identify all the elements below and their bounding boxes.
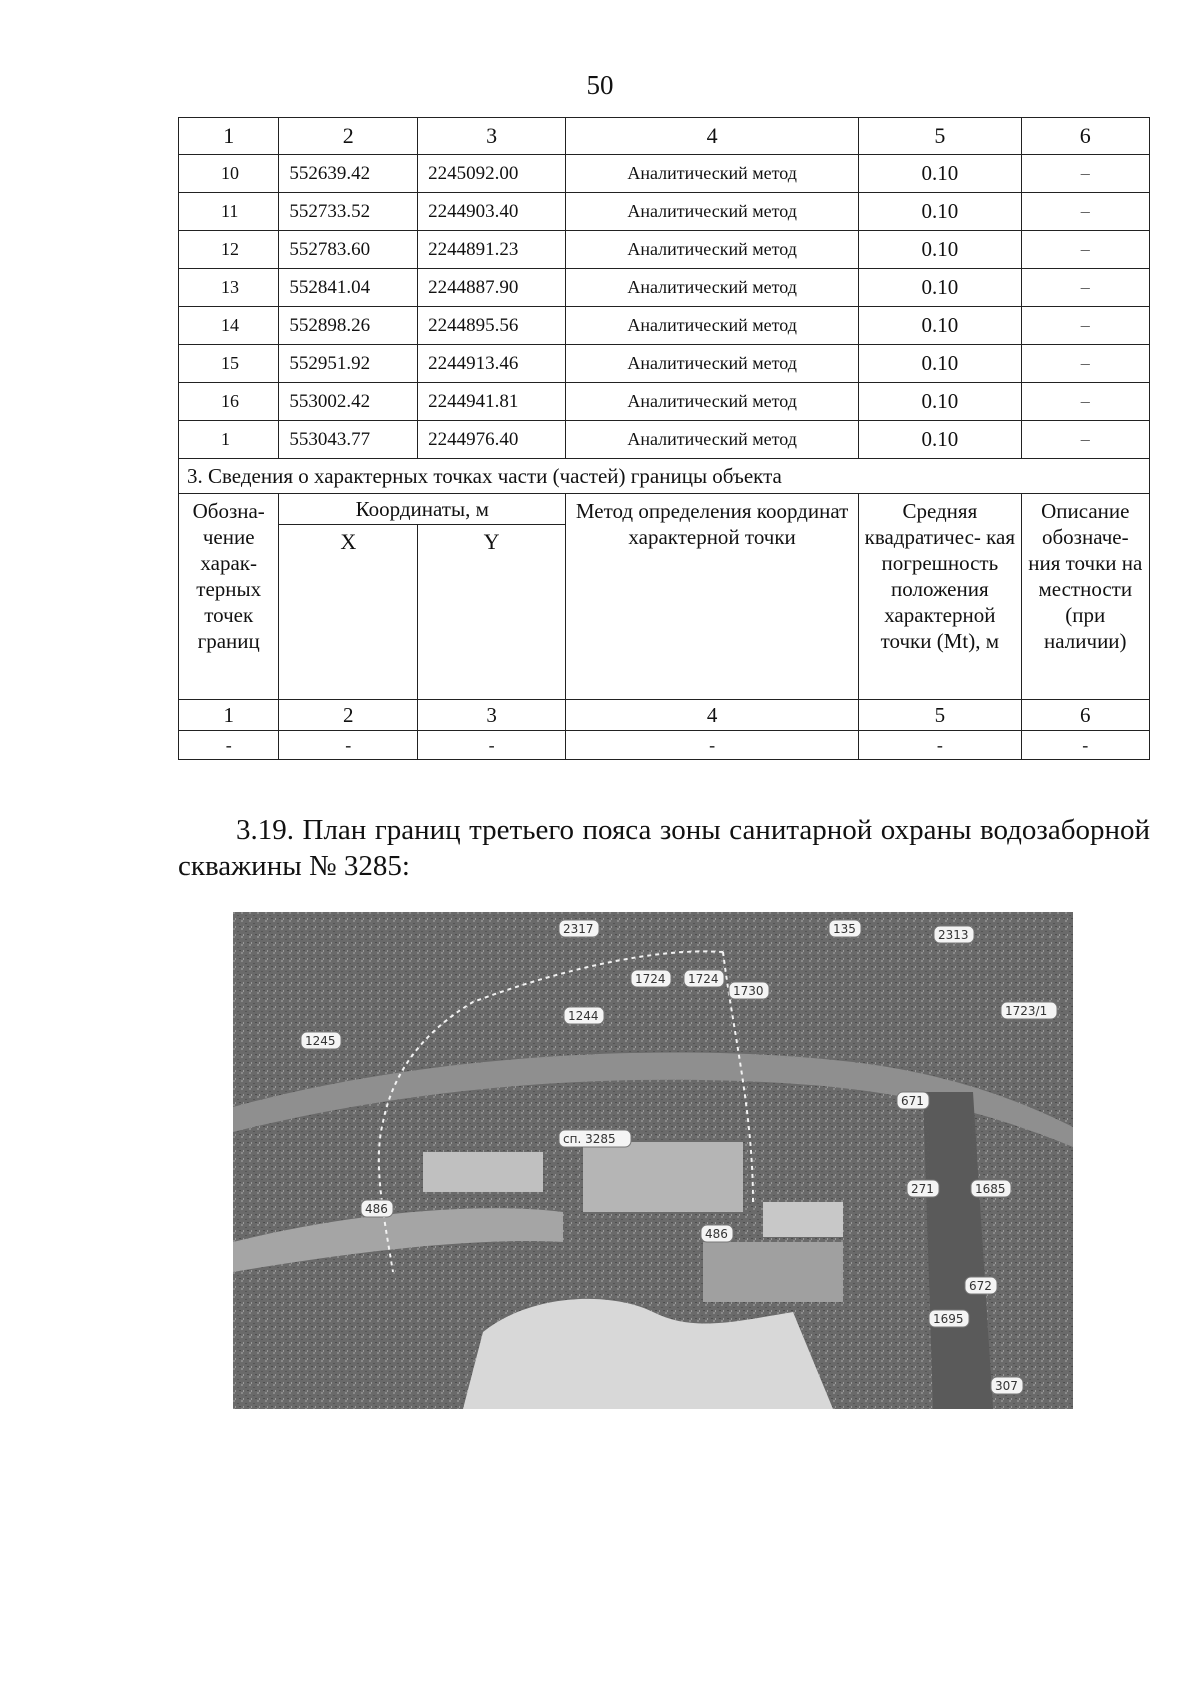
point-number: 16 bbox=[179, 383, 279, 421]
error-cell: 0.10 bbox=[859, 155, 1022, 193]
parcel-label bbox=[701, 1225, 733, 1242]
light-area bbox=[463, 1299, 833, 1409]
header-error: Средняя квадратичес- кая погрешность положения характерной точки (Mt), м bbox=[859, 494, 1022, 700]
point-number: 12 bbox=[179, 231, 279, 269]
x-coordinate: 552639.42 bbox=[279, 155, 418, 193]
parcel-label-text: 2317 bbox=[563, 922, 594, 936]
parcel-label-text: 2313 bbox=[938, 928, 969, 942]
y-coordinate: 2244903.40 bbox=[418, 193, 566, 231]
section-title-row bbox=[179, 459, 1150, 494]
parcel-label-text: 1724 bbox=[635, 972, 666, 986]
x-coordinate: 552898.26 bbox=[279, 307, 418, 345]
error-cell: 0.10 bbox=[859, 383, 1022, 421]
parcel-label-text: 486 bbox=[365, 1202, 388, 1216]
method-cell: Аналитический метод bbox=[566, 307, 859, 345]
building bbox=[583, 1142, 743, 1212]
parcel-label-text: 135 bbox=[833, 922, 856, 936]
method-cell: Аналитический метод bbox=[566, 193, 859, 231]
table-row bbox=[179, 307, 1150, 345]
error-cell: 0.10 bbox=[859, 345, 1022, 383]
table-row bbox=[179, 231, 1150, 269]
method-cell: Аналитический метод bbox=[566, 231, 859, 269]
header-method: Метод определения координат характерной точки bbox=[566, 494, 859, 700]
map-image bbox=[233, 912, 1073, 1409]
point-number: 11 bbox=[179, 193, 279, 231]
x-coordinate: 552951.92 bbox=[279, 345, 418, 383]
building bbox=[763, 1202, 843, 1237]
empty-row bbox=[179, 731, 1150, 760]
table-row bbox=[179, 421, 1150, 459]
map-caption: 3.19. План границ третьего пояса зоны санитарной охраны водозаборной скважины № 3285: bbox=[178, 814, 1150, 882]
description-cell: – bbox=[1021, 269, 1149, 307]
header-designation: Обозна- чение харак- терных точек границ bbox=[179, 494, 279, 700]
table-header-row bbox=[179, 494, 1150, 525]
header-coordinates: Координаты, м bbox=[279, 494, 566, 525]
parcel-label-text: 671 bbox=[901, 1094, 924, 1108]
parcel-label bbox=[559, 1130, 631, 1147]
column-number: 4 bbox=[566, 700, 859, 731]
header-x: X bbox=[279, 525, 418, 700]
point-number: 13 bbox=[179, 269, 279, 307]
parcel-label-text: 1724 bbox=[688, 972, 719, 986]
parcel-label bbox=[684, 970, 724, 987]
x-coordinate: 552733.52 bbox=[279, 193, 418, 231]
parcel-label bbox=[559, 920, 599, 937]
method-cell: Аналитический метод bbox=[566, 421, 859, 459]
parcel-label-text: 1685 bbox=[975, 1182, 1006, 1196]
x-coordinate: 553002.42 bbox=[279, 383, 418, 421]
point-number: 14 bbox=[179, 307, 279, 345]
y-coordinate: 2245092.00 bbox=[418, 155, 566, 193]
description-cell: – bbox=[1021, 383, 1149, 421]
y-coordinate: 2244895.56 bbox=[418, 307, 566, 345]
parcel-label bbox=[991, 1377, 1023, 1394]
error-cell: 0.10 bbox=[859, 231, 1022, 269]
description-cell: – bbox=[1021, 231, 1149, 269]
parcel-label-text: 672 bbox=[969, 1279, 992, 1293]
y-coordinate: 2244941.81 bbox=[418, 383, 566, 421]
parcel-label-text: 486 bbox=[705, 1227, 728, 1241]
column-number: 3 bbox=[418, 700, 566, 731]
table-row bbox=[179, 345, 1150, 383]
parcel-label-text: 307 bbox=[995, 1379, 1018, 1393]
description-cell: – bbox=[1021, 193, 1149, 231]
empty-cell: - bbox=[566, 731, 859, 760]
column-number: 2 bbox=[279, 118, 418, 155]
parcel-label-text: 271 bbox=[911, 1182, 934, 1196]
method-cell: Аналитический метод bbox=[566, 269, 859, 307]
y-coordinate: 2244891.23 bbox=[418, 231, 566, 269]
column-number: 3 bbox=[418, 118, 566, 155]
parcel-label-text: 1730 bbox=[733, 984, 764, 998]
table-row bbox=[179, 269, 1150, 307]
parcel-label bbox=[897, 1092, 929, 1109]
column-number: 6 bbox=[1021, 118, 1149, 155]
empty-cell: - bbox=[418, 731, 566, 760]
method-cell: Аналитический метод bbox=[566, 155, 859, 193]
column-number: 5 bbox=[859, 118, 1022, 155]
table-row bbox=[179, 193, 1150, 231]
parcel-label bbox=[929, 1310, 969, 1327]
header-y: Y bbox=[418, 525, 566, 700]
aerial-map bbox=[233, 912, 1073, 1409]
empty-cell: - bbox=[279, 731, 418, 760]
building bbox=[703, 1242, 843, 1302]
x-coordinate: 552841.04 bbox=[279, 269, 418, 307]
column-numbers-row bbox=[179, 700, 1150, 731]
column-number: 1 bbox=[179, 700, 279, 731]
method-cell: Аналитический метод bbox=[566, 383, 859, 421]
error-cell: 0.10 bbox=[859, 193, 1022, 231]
parcel-label bbox=[971, 1180, 1011, 1197]
parcel-label-text: 1244 bbox=[568, 1009, 599, 1023]
x-coordinate: 552783.60 bbox=[279, 231, 418, 269]
table-header-numbers bbox=[179, 118, 1150, 155]
column-number: 5 bbox=[859, 700, 1022, 731]
parcel-label bbox=[631, 970, 671, 987]
parcel-label-text: сп. 3285 bbox=[563, 1132, 616, 1146]
table-body bbox=[179, 155, 1150, 459]
point-number: 15 bbox=[179, 345, 279, 383]
description-cell: – bbox=[1021, 307, 1149, 345]
parcel-label bbox=[1001, 1002, 1057, 1019]
parcel-label bbox=[965, 1277, 997, 1294]
point-number: 10 bbox=[179, 155, 279, 193]
description-cell: – bbox=[1021, 155, 1149, 193]
parcel-label bbox=[361, 1200, 393, 1217]
column-number: 2 bbox=[279, 700, 418, 731]
y-coordinate: 2244976.40 bbox=[418, 421, 566, 459]
parcel-label-text: 1695 bbox=[933, 1312, 964, 1326]
point-number: 1 bbox=[179, 421, 279, 459]
error-cell: 0.10 bbox=[859, 307, 1022, 345]
error-cell: 0.10 bbox=[859, 421, 1022, 459]
method-cell: Аналитический метод bbox=[566, 345, 859, 383]
header-description: Описание обозначе- ния точки на местности (при наличии) bbox=[1021, 494, 1149, 700]
column-number: 4 bbox=[566, 118, 859, 155]
y-coordinate: 2244887.90 bbox=[418, 269, 566, 307]
empty-cell: - bbox=[179, 731, 279, 760]
x-coordinate: 553043.77 bbox=[279, 421, 418, 459]
table-row bbox=[179, 383, 1150, 421]
description-cell: – bbox=[1021, 421, 1149, 459]
page-number: 50 bbox=[586, 70, 614, 100]
parcel-label-text: 1723/1 bbox=[1005, 1004, 1048, 1018]
parcel-label bbox=[907, 1180, 939, 1197]
column-number: 6 bbox=[1021, 700, 1149, 731]
empty-cell: - bbox=[859, 731, 1022, 760]
parcel-label-text: 1245 bbox=[305, 1034, 336, 1048]
parcel-label bbox=[564, 1007, 604, 1024]
boundary-points-table bbox=[178, 117, 1150, 760]
parcel-label bbox=[934, 926, 974, 943]
y-coordinate: 2244913.46 bbox=[418, 345, 566, 383]
description-cell: – bbox=[1021, 345, 1149, 383]
parcel-label bbox=[729, 982, 769, 999]
empty-cell: - bbox=[1021, 731, 1149, 760]
table-row bbox=[179, 155, 1150, 193]
parcel-label bbox=[829, 920, 861, 937]
error-cell: 0.10 bbox=[859, 269, 1022, 307]
building bbox=[423, 1152, 543, 1192]
section-title: 3. Сведения о характерных точках части (частей) границы объекта bbox=[179, 459, 1150, 494]
column-number: 1 bbox=[179, 118, 279, 155]
parcel-label bbox=[301, 1032, 341, 1049]
